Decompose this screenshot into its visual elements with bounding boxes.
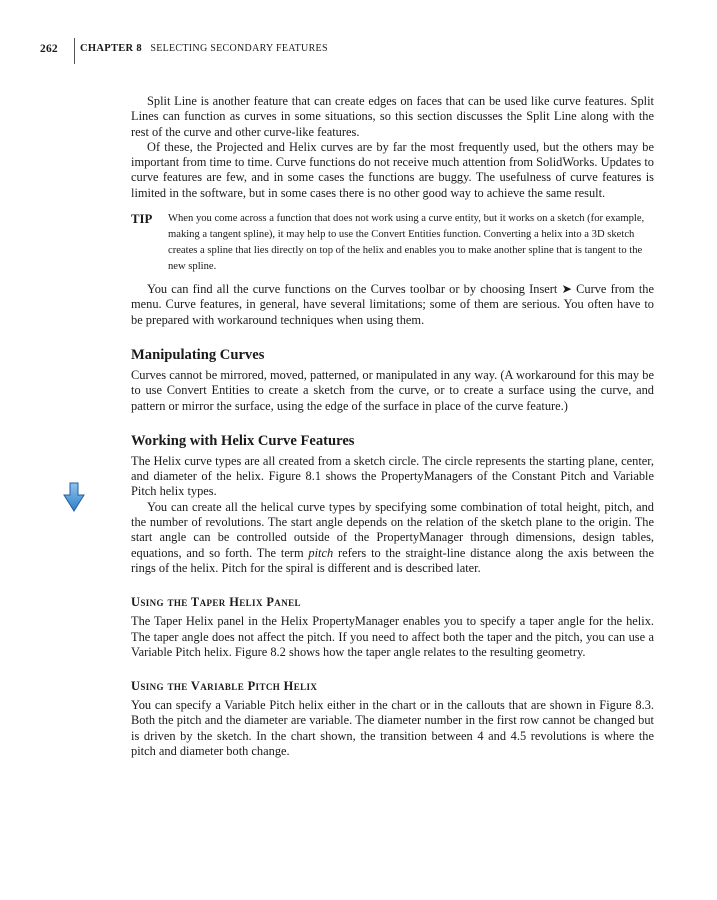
paragraph: The Taper Helix panel in the Helix PropertyManager enables you to specify a taper angle for the helix. The taper angle does not affect the pitch. If you need to affect both the taper and the pitch, you can use a Variable Pitch helix. Figure 8.2 shows how the taper angle relates to the resulting geometry.	[131, 614, 654, 659]
paragraph: Curves cannot be mirrored, moved, patterned, or manipulated in any way. (A workaround for this may be to use Convert Entities to create a sketch from the curve, or to create a surface using the curve, and pattern or mirror the surface, using the edge of the surface in place of the curve feature.)	[131, 367, 654, 413]
paragraph-text: You can create all the helical curve types by specifying some combination of total height, pitch, and the number of revolutions. The start angle depends on the relation of the sketch plane to the origin. The start angle can be controlled outside of the PropertyManager through dimensions, design tables, equations, and so forth. The term	[131, 499, 654, 560]
page-body	[131, 94, 654, 759]
tip-text: When you come across a function that does not work using a curve entity, but it works on a sketch (for example, making a tangent spline), it may help to use the Convert Entities function. Converting a helix into a 3D sketch creates a spline that lies directly on top of the helix and enables you to make another spline that is tangent to the new spline.	[168, 213, 645, 273]
section-heading: Manipulating Curves	[131, 346, 265, 363]
subsection-heading: Using the Taper Helix Panel	[131, 595, 301, 610]
paragraph	[131, 500, 654, 576]
header-divider	[74, 38, 75, 64]
paragraph: You can find all the curve functions on the Curves toolbar or by choosing Insert ➤ Curve from the menu. Curve features, in general, have several limitations; some of them are serious. You often have to be prepared with workaround techniques when using them.	[131, 282, 654, 327]
section-heading: Working with Helix Curve Features	[131, 432, 355, 449]
chapter-heading	[80, 43, 328, 54]
down-arrow-icon	[63, 482, 85, 512]
subsection-heading: Using the Variable Pitch Helix	[131, 679, 318, 694]
paragraph: Of these, the Projected and Helix curves are by far the most frequently used, but the others may be important from time to time. Curve functions do not receive much attention from SolidWorks. Updates to curve features are few, and in some cases the functions are buggy. The usefulness of curve features is limited in the software, but in some cases there is no other good way to achieve the same result.	[131, 139, 654, 200]
paragraph-text: refers to the straight-line distance along the axis between the rings of the helix. Pitch for the spiral is different and is described later.	[131, 545, 654, 575]
tip-label: TIP	[131, 212, 153, 227]
paragraph: Split Line is another feature that can create edges on faces that can be used like curve features. Split Lines can function as curves in some situations, so this section discusses the Split Line along with the rest of the curve and other curve-like features.	[131, 94, 654, 139]
chapter-title: SELECTING SECONDARY FEATURES	[150, 43, 328, 54]
emphasis-term: pitch	[308, 545, 334, 560]
running-header	[40, 38, 680, 64]
tip-box	[131, 211, 654, 275]
paragraph: You can specify a Variable Pitch helix either in the chart or in the callouts that are shown in Figure 8.3. Both the pitch and the diameter are variable. The diameter number in the first row cannot be changed but is driven by the sketch. In the chart shown, the transition between 4 and 4.5 revolutions is where the pitch and diameter both change.	[131, 698, 654, 759]
page-number: 262	[40, 43, 58, 55]
paragraph: The Helix curve types are all created from a sketch circle. The circle represents the starting plane, center, and diameter of the helix. Figure 8.1 shows the PropertyManagers of the Constant Pitch and Variable Pitch helix types.	[131, 453, 654, 499]
chapter-label: CHAPTER 8	[80, 43, 142, 54]
